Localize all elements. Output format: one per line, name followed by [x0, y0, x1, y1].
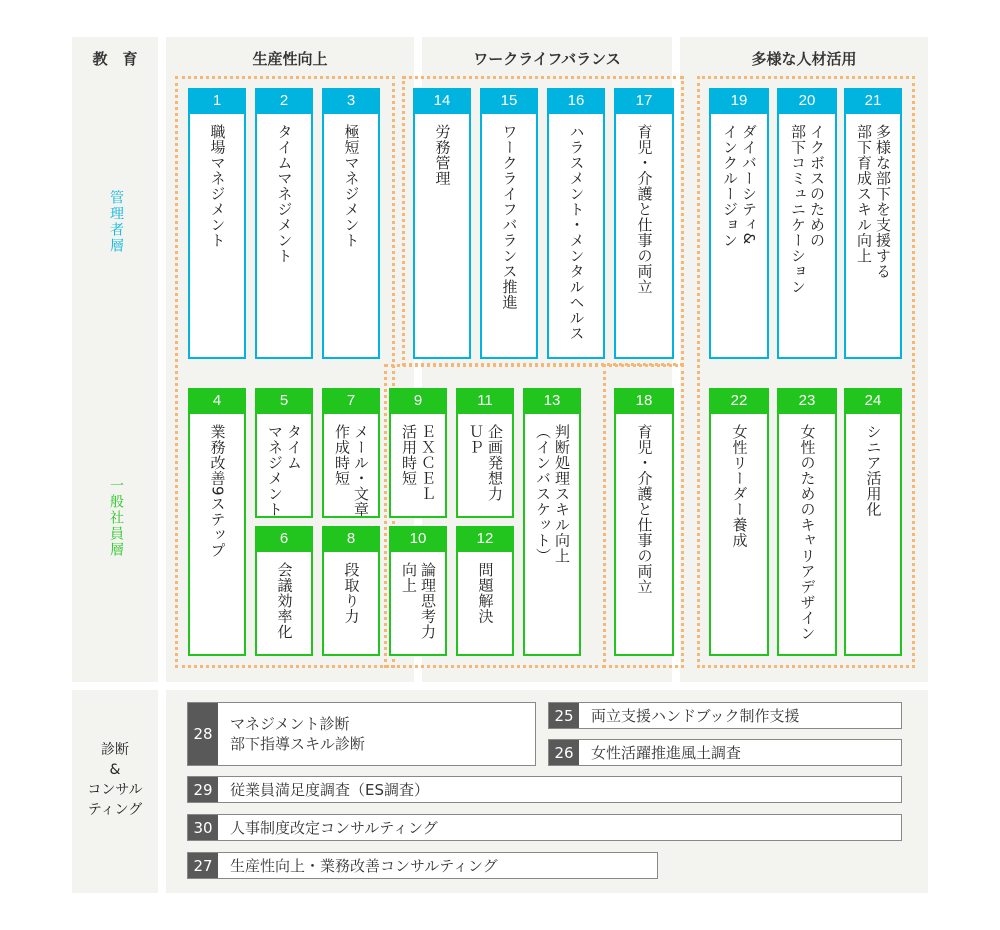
service-30[interactable] — [187, 814, 902, 841]
course-title: 女性のためのキャリアデザイン — [798, 424, 817, 641]
course-card-16[interactable] — [547, 88, 605, 359]
course-number: 2 — [255, 88, 313, 114]
course-number: 23 — [777, 388, 837, 414]
course-card-5[interactable] — [255, 388, 313, 518]
course-card-1[interactable] — [188, 88, 246, 359]
course-title: 極短マネジメント — [342, 124, 361, 248]
course-number: 20 — [777, 88, 837, 114]
course-number: 13 — [523, 388, 581, 414]
header-corner: 教 育 — [92, 50, 138, 68]
course-card-11[interactable] — [456, 388, 514, 518]
course-card-18[interactable] — [614, 388, 674, 656]
service-number: 30 — [188, 815, 218, 840]
service-number: 26 — [549, 740, 579, 765]
course-title: 企画発想力 ＵＰ — [467, 424, 504, 502]
course-title: 女性リーダー養成 — [730, 424, 749, 548]
course-title: シニア活用化 — [864, 424, 883, 517]
course-number: 5 — [255, 388, 313, 414]
course-number: 11 — [456, 388, 514, 414]
course-card-17[interactable] — [614, 88, 674, 359]
course-number: 9 — [389, 388, 447, 414]
course-title: 業務改善9ステップ — [208, 424, 227, 559]
course-card-9[interactable] — [389, 388, 447, 518]
service-title: 生産性向上・業務改善コンサルティング — [230, 856, 498, 875]
service-number: 27 — [188, 853, 218, 878]
course-card-15[interactable] — [480, 88, 538, 359]
course-title: 職場マネジメント — [208, 124, 227, 248]
service-26[interactable] — [548, 739, 902, 766]
course-card-23[interactable] — [777, 388, 837, 656]
course-card-10[interactable] — [389, 526, 447, 656]
course-card-8[interactable] — [322, 526, 380, 656]
course-title: イクボスのための 部下コミュニケーション — [789, 124, 826, 295]
course-number: 6 — [255, 526, 313, 552]
course-card-7[interactable] — [322, 388, 380, 518]
course-card-2[interactable] — [255, 88, 313, 359]
course-title: ダイバーシティ& インクルージョン — [721, 124, 758, 248]
header-worklife: ワークライフバランス — [473, 50, 621, 68]
course-number: 4 — [188, 388, 246, 414]
course-number: 16 — [547, 88, 605, 114]
service-title: 女性活躍推進風土調査 — [591, 743, 742, 762]
course-title: 論理思考力 向上 — [400, 562, 437, 640]
course-title: タイム マネジメント — [266, 424, 303, 517]
row-label-diagnosis: 診断 & コンサル ティング — [87, 742, 143, 818]
course-card-21[interactable] — [844, 88, 902, 359]
course-title: ワークライフバランス推進 — [500, 124, 519, 310]
course-number: 21 — [844, 88, 902, 114]
course-title: 多様な部下を支援する 部下育成スキル向上 — [855, 124, 892, 279]
course-number: 15 — [480, 88, 538, 114]
service-title: マネジメント診断 部下指導スキル診断 — [230, 715, 365, 753]
course-title: ＥＸＣＥＬ 活用時短 — [400, 424, 437, 502]
course-number: 22 — [709, 388, 769, 414]
course-number: 10 — [389, 526, 447, 552]
row-label-general: 一般社員層 — [108, 478, 124, 558]
service-title: 従業員満足度調査（ES調査） — [230, 780, 430, 799]
course-title: 問題解決 — [476, 562, 495, 624]
course-number: 1 — [188, 88, 246, 114]
header-productivity: 生産性向上 — [252, 50, 328, 68]
course-card-6[interactable] — [255, 526, 313, 656]
course-number: 17 — [614, 88, 674, 114]
course-title: 判断処理スキル向上 （インバスケット） — [534, 424, 571, 564]
service-number: 29 — [188, 777, 218, 802]
service-number: 28 — [188, 703, 218, 765]
course-number: 18 — [614, 388, 674, 414]
course-title: 段取り力 — [342, 562, 361, 624]
course-card-13[interactable] — [523, 388, 581, 656]
course-card-12[interactable] — [456, 526, 514, 656]
course-title: ハラスメント・メンタルヘルス — [567, 124, 586, 341]
row-label-manager: 管理者層 — [108, 190, 124, 254]
course-number: 7 — [322, 388, 380, 414]
course-card-19[interactable] — [709, 88, 769, 359]
course-title: メール・文章 作成時短 — [333, 424, 370, 517]
course-number: 24 — [844, 388, 902, 414]
service-25[interactable] — [548, 702, 902, 729]
course-number: 14 — [413, 88, 471, 114]
course-card-4[interactable] — [188, 388, 246, 656]
course-number: 12 — [456, 526, 514, 552]
service-27[interactable] — [187, 852, 658, 879]
course-title: 育児・介護と仕事の両立 — [635, 124, 654, 295]
corner-panel — [72, 37, 158, 682]
course-card-3[interactable] — [322, 88, 380, 359]
service-28[interactable] — [187, 702, 536, 766]
service-title: 両立支援ハンドブック制作支援 — [591, 706, 800, 725]
header-diversity: 多様な人材活用 — [751, 50, 857, 68]
service-title: 人事制度改定コンサルティング — [230, 818, 438, 837]
course-title: タイムマネジメント — [275, 124, 294, 264]
service-number: 25 — [549, 703, 579, 728]
course-number: 3 — [322, 88, 380, 114]
course-card-22[interactable] — [709, 388, 769, 656]
course-number: 19 — [709, 88, 769, 114]
course-card-20[interactable] — [777, 88, 837, 359]
course-title: 会議効率化 — [275, 562, 294, 640]
course-card-14[interactable] — [413, 88, 471, 359]
service-29[interactable] — [187, 776, 902, 803]
course-title: 育児・介護と仕事の両立 — [635, 424, 654, 595]
course-title: 労務管理 — [433, 124, 452, 186]
course-number: 8 — [322, 526, 380, 552]
course-card-24[interactable] — [844, 388, 902, 656]
